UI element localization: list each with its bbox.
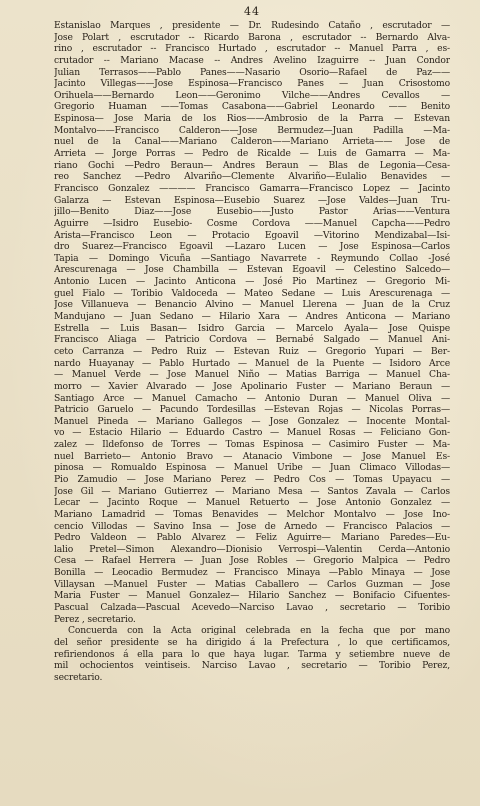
page-number: 44 (244, 5, 260, 18)
text-line: — Manuel Verde — Jose Manuel Niño — Matias Barriga — Manuel Cha- (54, 369, 450, 381)
text-line: nuel de la Canal——Mariano Calderon——Mariano Arrieta—— Jose de (54, 136, 450, 148)
text-line: Mandujano — Juan Sedano — Hilario Xara — Andres Anticona — Mariano (54, 311, 450, 323)
text-line: Villaysan —Manuel Fuster — Matias Caballero — Carlos Guzman — Jose (54, 578, 450, 590)
text-line: morro — Xavier Alvarado — Jose Apolinario Fuster — Mariano Beraun — (54, 380, 450, 392)
text-line: Montalvo——Francisco Calderon——Jose Bermudez—Juan Padilla —Ma- (54, 124, 450, 136)
text-line: vo — Estacio Hilario — Eduardo Castro — Manuel Rosas — Feliciano Gon- (54, 427, 450, 439)
text-line: zalez — Ildefonso de Torres — Tomas Espinosa — Casimiro Fuster — Ma- (54, 439, 450, 451)
text-line: Espinosa— Jose Maria de los Rios——Ambrosio de la Parra — Estevan (54, 113, 450, 125)
text-line: Jose Polart , escrutador -- Ricardo Barona , escrutador -- Bernardo Alva- (54, 31, 450, 43)
text-line: Francisco Aliaga — Patricio Cordova — Bernabé Salgado — Manuel Ani- (54, 334, 450, 346)
text-line: Jose Villanueva — Benancio Alvino — Manuel Llerena — Juan de la Cruz (54, 299, 450, 311)
text-line: Jacinto Villegas——Jose Espinosa—Francisco Panes — Juan Crisostomo (54, 78, 450, 90)
text-line: Pascual Calzada—Pascual Acevedo—Narciso Lavao , secretario — Toribio (54, 602, 450, 614)
text-line: Perez , secretario. (54, 613, 136, 625)
text-line: Cesa — Rafael Herrera — Juan Jose Robles — Gregorio Malpica — Pedro (54, 555, 450, 567)
text-line: Patricio Garuelo — Pacundo Tordesillas —Estevan Rojas — Nicolas Porras— (54, 404, 450, 416)
text-line: Lecar — Jacinto Roque — Manuel Retuerto — Jose Antonio Gonzalez — (54, 497, 450, 509)
text-line: guel Fialo — Toribio Valdoceda — Mateo Sedane — Luis Arescurenaga — (54, 287, 450, 299)
text-line: mil ochocientos veintiseis. Narciso Lavao , secretario — Toribio Perez, (54, 660, 450, 672)
text-line: Santiago Arce — Manuel Camacho — Antonio Duran — Manuel Oliva — (54, 392, 450, 404)
text-line: Mariano Lamadrid — Tomas Benavides — Melchor Montalvo — Jose Ino- (54, 508, 450, 520)
text-line: del señor presidente se ha dirigido á la Prefectura , lo que certificamos, (54, 636, 450, 648)
text-line: riano Gochi —Pedro Beraun— Andres Beraun — Blas de Legonia—Cesa- (54, 159, 450, 171)
text-line: Concuerda con la Acta original celebrada en la fecha que por mano (68, 625, 450, 637)
text-line: dro Suarez—Francisco Egoavil —Lazaro Lucen — Jose Espinosa—Carlos (54, 241, 450, 253)
text-line: Arrieta — Jorge Porras — Pedro de Ricalde — Luis de Gamarra — Ma- (54, 148, 450, 160)
text-line: Estanislao Marques , presidente — Dr. Rudesindo Cataño , escrutador — (54, 20, 450, 31)
text-line: nardo Huayanay — Pablo Hurtado — Manuel de la Puente — Isidoro Arce (54, 357, 450, 369)
text-line: lalio Pretel—Simon Alexandro—Dionisio Verrospi—Valentin Cerda—Antonio (54, 543, 450, 555)
text-line: rino , escrutador -- Francisco Hurtado , escrutador -- Manuel Parra , es- (54, 43, 450, 55)
text-line: cencio Villodas — Savino Insa — Jose de Arnedo — Francisco Palacios — (54, 520, 450, 532)
text-line: Aguirre —Isidro Eusebio- Cosme Cordova ——Manuel Capcha——Pedro (54, 217, 450, 229)
text-line: Orihuela——Bernardo Leon——Geronimo Vilche——Andres Cevallos — (54, 89, 450, 101)
text-line: Arescurenaga — Jose Chambilla — Estevan Egoavil — Celestino Salcedo— (54, 264, 450, 276)
text-line: Estrella — Luis Basan— Isidro Garcia — Marcelo Ayala— Jose Quispe (54, 322, 450, 334)
text-line: Jose Gil — Mariano Gutierrez — Mariano Mesa — Santos Zavala — Carlos (54, 485, 450, 497)
text-line: Antonio Lucen — Jacinto Anticona — José Pio Martinez — Gregorio Mi- (54, 276, 450, 288)
text-line: Manuel Pineda — Mariano Gallegos — Jose Gonzalez — Inocente Montal- (54, 415, 450, 427)
text-line: Maria Fuster — Manuel Gonzalez— Hilario Sanchez — Bonifacio Cifuentes- (54, 590, 450, 602)
text-line: Gregorio Huaman ——Tomas Casabona——Gabriel Leonardo —— Benito (54, 101, 450, 113)
text-line: nuel Barrieto— Antonio Bravo — Atanacio Vimbone — Jose Manuel Es- (54, 450, 450, 462)
text-line: reo Sanchez —Pedro Alvariño—Clemente Alvariño—Eulalio Benavides — (54, 171, 450, 183)
text-line: secretario. (54, 671, 103, 683)
text-line: Tapia — Domingo Vicuña —Santiago Navarrete - Reymundo Collao -José (54, 252, 450, 264)
text-line: Arista—Francisco Leon — Protacio Egoavil —Vitorino Mendizabal—Isi- (54, 229, 450, 241)
text-line: refiriendonos á ella para lo que haya lugar. Tarma y setiembre nueve de (54, 648, 450, 660)
text-line: crutador -- Mariano Macase -- Andres Avelino Izaguirre -- Juan Condor (54, 54, 450, 66)
document-body (54, 20, 450, 684)
text-line: Pedro Valdeon — Pablo Alvarez — Feliz Aguirre— Mariano Paredes—Eu- (54, 532, 450, 544)
text-line: ceto Carranza — Pedro Ruiz — Estevan Ruiz — Gregorio Yupari — Ber- (54, 345, 450, 357)
text-line: Francisco Gonzalez ———— Francisco Gamarra—Francisco Lopez — Jacinto (54, 182, 450, 194)
text-line: Bonilla — Leocadio Bermudez — Francisco Minaya —Pablo Minaya — Jose (54, 567, 450, 579)
text-line: jillo—Benito Diaz——Jose Eusebio——Justo Pastor Arias——Ventura (54, 206, 450, 218)
text-line: Galarza — Estevan Espinosa—Eusebio Suarez —Jose Valdes—Juan Tru- (54, 194, 450, 206)
text-line: pinosa — Romualdo Espinosa — Manuel Uribe — Juan Climaco Villodas— (54, 462, 450, 474)
text-line: Julian Terrasos——Pablo Panes——Nasario Osorio—Rafael de Paz—— (54, 66, 450, 78)
text-line: Pio Zamudio — Jose Mariano Perez — Pedro Cos — Tomas Upayacu — (54, 473, 450, 485)
